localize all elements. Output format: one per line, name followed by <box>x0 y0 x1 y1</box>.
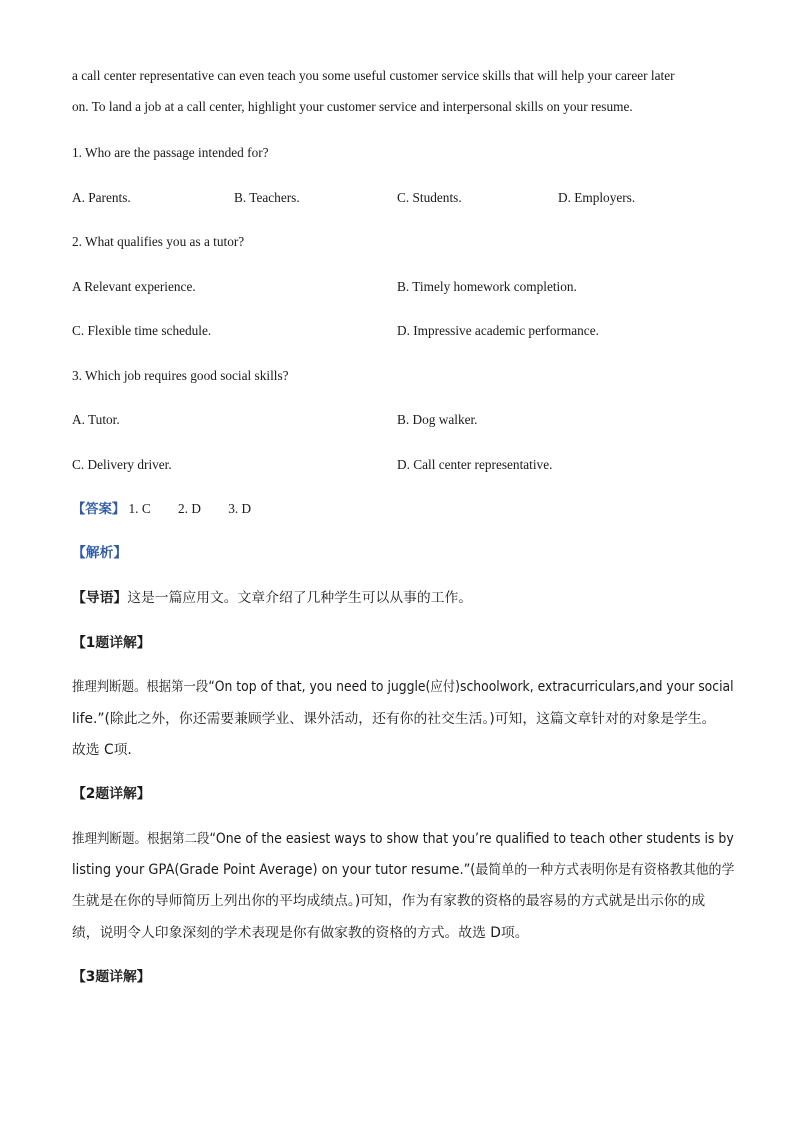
question-1-option-c: C. Students. <box>397 190 462 205</box>
question-3-option-a: A. Tutor. <box>72 412 120 427</box>
answer-2: 2. D <box>178 501 201 516</box>
q2-explanation-line-2: listing your GPA(Grade Point Average) on your tutor resume.”(最简单的一种方式表明你是有资格教其他的学 <box>72 862 735 878</box>
q1-explanation-line-3: 故选 C项. <box>72 742 132 758</box>
question-2-option-d: D. Impressive academic performance. <box>397 323 599 338</box>
intro-label: 【导语】 <box>72 590 128 606</box>
q1-heading: 【1题详解】 <box>72 635 151 651</box>
q2-explanation-line-1: 推理判断题。根据第二段“One of the easiest ways to show that you’re qualified to teach other students is by <box>72 831 734 847</box>
question-1-stem: 1. Who are the passage intended for? <box>72 145 269 160</box>
intro-text: 这是一篇应用文。文章介绍了几种学生可以从事的工作。 <box>127 590 473 606</box>
answer-1: 1. C <box>128 501 151 516</box>
question-2-option-a: A Relevant experience. <box>72 279 196 294</box>
question-3-option-b: B. Dog walker. <box>397 412 478 427</box>
q1-explanation-line-1: 推理判断题。根据第一段“On top of that, you need to juggle(应付)schoolwork, extracurriculars,and your social <box>72 679 734 695</box>
question-3-option-d: D. Call center representative. <box>397 457 553 472</box>
question-1-option-a: A. Parents. <box>72 190 131 205</box>
analysis-label: 【解析】 <box>72 545 128 561</box>
question-2-option-c: C. Flexible time schedule. <box>72 323 212 338</box>
q2-explanation-line-3: 生就是在你的导师简历上列出你的平均成绩点。)可知，作为有家教的资格的最容易的方式就是出示你的成 <box>72 893 706 909</box>
q1-explanation-line-2: life.”(除此之外，你还需要兼顾学业、课外活动，还有你的社交生活。)可知，这篇文章针对的对象是学生。 <box>72 711 716 727</box>
question-2-option-b: B. Timely homework completion. <box>397 279 577 294</box>
question-1-option-b: B. Teachers. <box>234 190 300 205</box>
passage-line-1: a call center representative can even teach you some useful customer service skills that will help your career later <box>72 68 675 83</box>
question-2-stem: 2. What qualifies you as a tutor? <box>72 234 245 249</box>
answer-label: 【答案】 <box>72 502 126 517</box>
question-3-option-c: C. Delivery driver. <box>72 457 172 472</box>
answer-row <box>72 501 251 518</box>
q3-heading: 【3题详解】 <box>72 969 151 985</box>
q2-heading: 【2题详解】 <box>72 786 151 802</box>
question-1-option-d: D. Employers. <box>558 190 636 205</box>
intro-row <box>72 590 472 606</box>
question-3-stem: 3. Which job requires good social skills? <box>72 368 289 383</box>
passage-line-2: on. To land a job at a call center, highlight your customer service and interpersonal skills on your resume. <box>72 99 633 114</box>
answer-3: 3. D <box>228 501 252 516</box>
q2-explanation-line-4: 绩，说明令人印象深刻的学术表现是你有做家教的资格的方式。故选 D项。 <box>72 925 529 941</box>
